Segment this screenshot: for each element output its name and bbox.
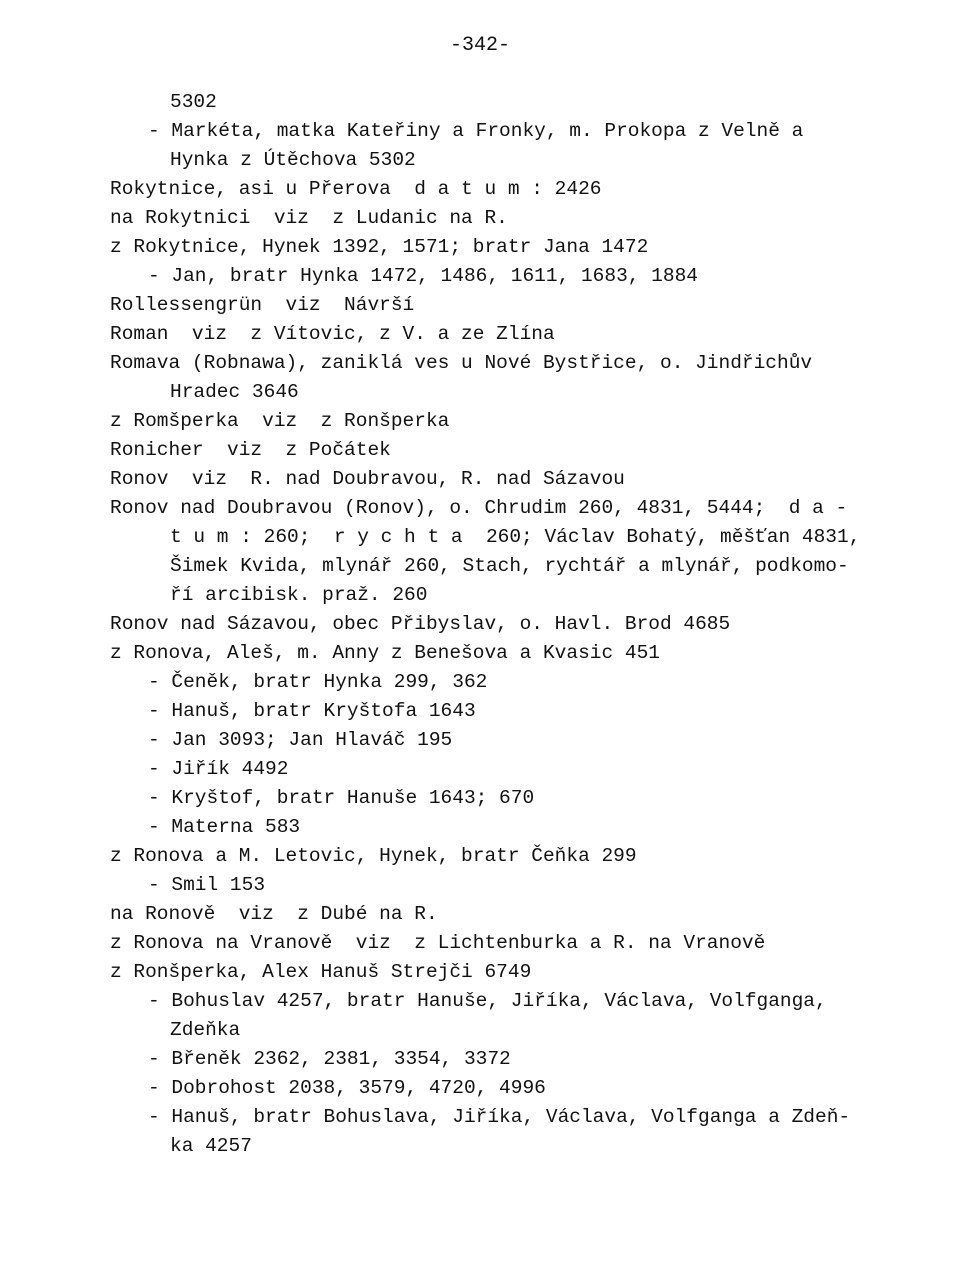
index-continuation: t u m : 260; r y c h t a 260; Václav Bohatý, měšťan 4831, [170, 526, 861, 548]
index-continuation: 5302 [170, 91, 217, 113]
index-continuation: ří arcibisk. praž. 260 [170, 584, 428, 606]
index-subentry: - Jan 3093; Jan Hlaváč 195 [148, 729, 453, 751]
index-continuation: Zdeňka [170, 1019, 241, 1041]
index-entry: z Rokytnice, Hynek 1392, 1571; bratr Jana 1472 [110, 236, 649, 258]
index-entry: Ronov nad Sázavou, obec Přibyslav, o. Havl. Brod 4685 [110, 613, 731, 635]
index-entry: Romava (Robnawa), zaniklá ves u Nové Bystřice, o. Jindřichův [110, 352, 813, 374]
index-subentry: - Bohuslav 4257, bratr Hanuše, Jiříka, Václava, Volfganga, [148, 990, 827, 1012]
index-entry: z Ronova a M. Letovic, Hynek, bratr Čeňka 299 [110, 845, 637, 867]
index-entry: Ronov viz R. nad Doubravou, R. nad Sázavou [110, 468, 625, 490]
index-subentry: - Kryštof, bratr Hanuše 1643; 670 [148, 787, 535, 809]
index-entry: na Rokytnici viz z Ludanic na R. [110, 207, 508, 229]
index-subentry: - Materna 583 [148, 816, 301, 838]
index-subentry: - Hanuš, bratr Bohuslava, Jiříka, Václava, Volfganga a Zdeň- [148, 1106, 851, 1128]
index-entry: z Romšperka viz z Ronšperka [110, 410, 450, 432]
index-entry: Ronov nad Doubravou (Ronov), o. Chrudim 260, 4831, 5444; d a - [110, 497, 848, 519]
index-entry: z Ronšperka, Alex Hanuš Strejči 6749 [110, 961, 532, 983]
index-continuation: Šimek Kvida, mlynář 260, Stach, rychtář a mlynář, podkomo- [170, 555, 849, 577]
index-entry: z Ronova na Vranově viz z Lichtenburka a R. na Vranově [110, 932, 766, 954]
index-entry: Rollessengrün viz Návrší [110, 294, 415, 316]
index-entry: Rokytnice, asi u Přerova d a t u m : 2426 [110, 178, 602, 200]
index-subentry: - Smil 153 [148, 874, 266, 896]
page-number: -342- [449, 34, 510, 57]
index-subentry: - Markéta, matka Kateřiny a Fronky, m. Prokopa z Velně a [148, 120, 804, 142]
index-subentry: - Břeněk 2362, 2381, 3354, 3372 [148, 1048, 511, 1070]
index-entry: Ronicher viz z Počátek [110, 439, 391, 461]
index-entry: na Ronově viz z Dubé na R. [110, 903, 438, 925]
index-subentry: - Čeněk, bratr Hynka 299, 362 [148, 671, 488, 693]
index-entry: Roman viz z Vítovic, z V. a ze Zlína [110, 323, 555, 345]
index-subentry: - Jiřík 4492 [148, 758, 289, 780]
index-continuation: Hradec 3646 [170, 381, 299, 403]
index-continuation: Hynka z Útěchova 5302 [170, 149, 416, 171]
index-subentry: - Jan, bratr Hynka 1472, 1486, 1611, 1683, 1884 [148, 265, 698, 287]
index-entry: z Ronova, Aleš, m. Anny z Benešova a Kvasic 451 [110, 642, 660, 664]
index-continuation: ka 4257 [170, 1135, 252, 1157]
index-subentry: - Dobrohost 2038, 3579, 4720, 4996 [148, 1077, 546, 1099]
index-subentry: - Hanuš, bratr Kryštofa 1643 [148, 700, 476, 722]
